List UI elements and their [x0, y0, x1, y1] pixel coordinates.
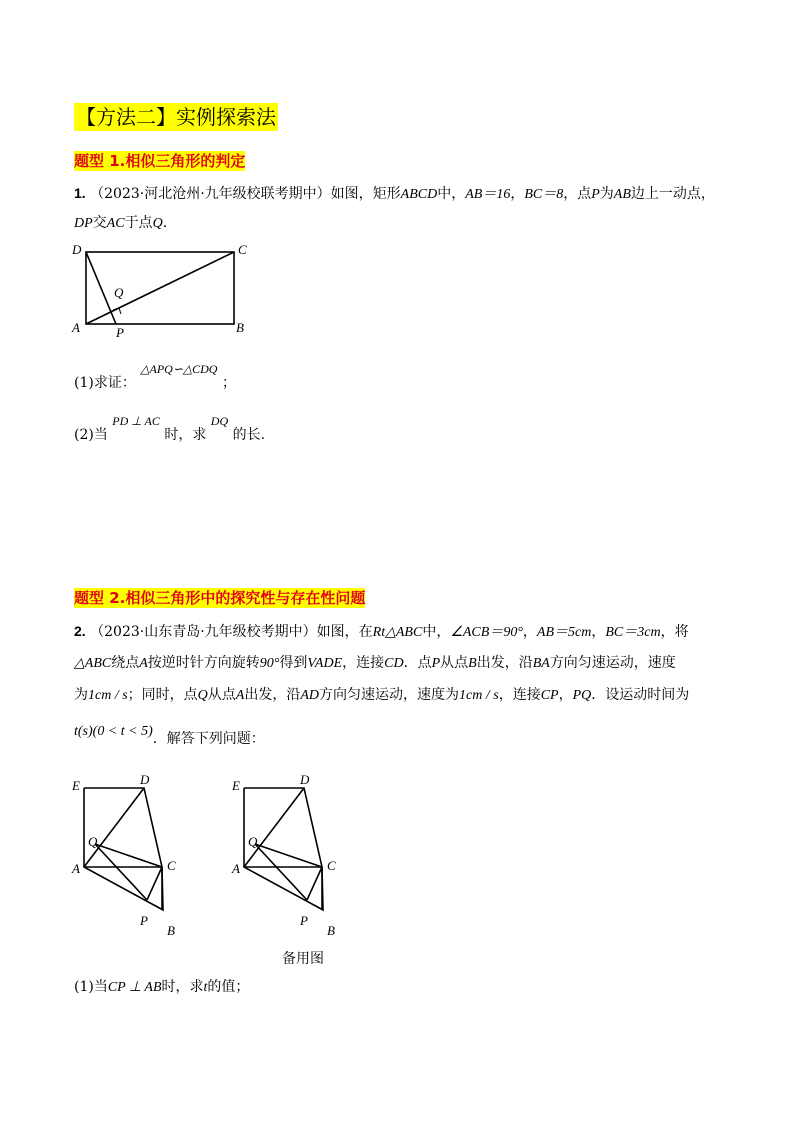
label-b: B [327, 923, 335, 938]
q2-figure-main [68, 770, 198, 942]
segment-ad [244, 788, 304, 867]
q1-line1: 1. （2023·河北沧州·九年级校联考期中）如图，矩形ABCD中，AB＝16，BC＝8，点P为AB边上一动点， [74, 185, 715, 202]
label-p: P [300, 913, 308, 928]
label-e: E [232, 778, 240, 793]
q2-part1: (1)当CP ⊥ AB时，求t的值； [74, 979, 250, 995]
segment-pc [147, 867, 162, 900]
q1-bc: BC＝8 [524, 187, 564, 202]
q1-part1: (1)求证： △APQ∽△CDQ ； [74, 362, 236, 391]
label-e: E [72, 778, 80, 793]
label-c: C [238, 242, 247, 257]
q1-number: 1. [74, 185, 86, 201]
label-c: C [327, 858, 336, 873]
segment-dp [86, 252, 116, 324]
q2-figure-backup [228, 770, 358, 942]
label-d: D [300, 772, 310, 787]
q2-line1: 2. （2023·山东青岛·九年级校考期中）如图，在Rt△ABC中，∠ACB＝90°，AB＝5cm，BC＝3cm，将 [74, 623, 689, 640]
q1-rect: ABCD [400, 187, 438, 202]
type1-title: 题型 1.相似三角形的判定 [74, 152, 246, 170]
q1-part2: (2)当 PD ⊥ AC 时，求 DQ 的长. [74, 414, 266, 443]
label-a: A [232, 861, 240, 876]
segment-ad [84, 788, 144, 867]
q1-ab: AB＝16 [465, 187, 511, 202]
label-p: P [140, 913, 148, 928]
label-q: Q [248, 834, 258, 849]
diagonal-ac [86, 252, 234, 324]
segment-pc [307, 867, 322, 900]
q1-part1-expr: △APQ∽△CDQ [140, 362, 218, 376]
label-b: B [167, 923, 175, 938]
label-q: Q [88, 834, 98, 849]
backup-caption: 备用图 [282, 951, 324, 967]
label-a: A [72, 320, 80, 335]
label-d: D [140, 772, 150, 787]
q2-line3: 为1cm / s；同时，点Q从点A出发，沿AD方向匀速运动，速度为1cm / s，连接CP，PQ．设运动时间为 [74, 687, 690, 703]
label-b: B [236, 320, 244, 335]
label-c: C [167, 858, 176, 873]
method-title: 【方法二】实例探索法 [76, 105, 276, 129]
label-p: P [116, 325, 124, 340]
type2-title: 题型 2.相似三角形中的探究性与存在性问题 [74, 589, 366, 607]
label-q: Q [114, 285, 124, 300]
q2-line4: t(s)(0 < t < 5)．解答下列问题： [74, 724, 265, 747]
label-a: A [72, 861, 80, 876]
q1-line2: DP交AC于点Q. [74, 215, 168, 231]
q1-source: （2023·河北沧州·九年级校联考期中）如图，矩形 [90, 186, 401, 202]
label-d: D [72, 242, 82, 257]
q1-figure [70, 240, 260, 340]
q2-line2: △ABC绕点A按逆时针方向旋转90°得到VADE，连接CD．点P从点B出发，沿BA方向匀速运动，速度 [74, 655, 676, 671]
